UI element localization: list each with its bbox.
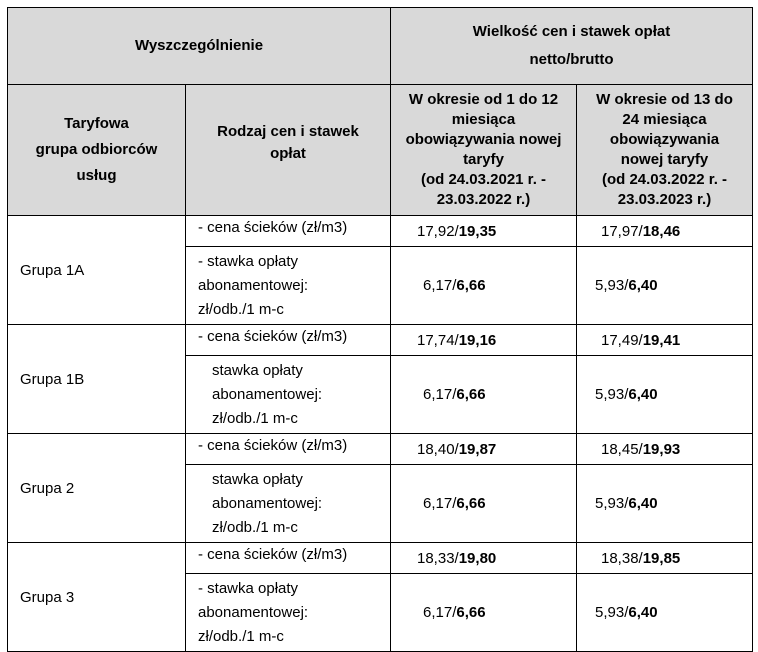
price-period-2: 17,97/18,46 [577,216,753,247]
fee-period-2: 5,93/6,40 [577,356,753,434]
header-grupa-odbiorcow: Taryfowa grupa odbiorców usług [8,85,186,216]
header-rodzaj-cen: Rodzaj cen i stawek opłat [186,85,391,216]
fee-period-1: 6,17/6,66 [391,247,577,325]
price-period-2: 17,49/19,41 [577,325,753,356]
group-name: Grupa 3 [8,543,186,652]
fee-label: stawka opłaty abonamentowej: zł/odb./1 m-c [186,356,391,434]
price-period-2: 18,38/19,85 [577,543,753,574]
header-period-1: W okresie od 1 do 12 miesiąca obowiązywania nowej taryfy (od 24.03.2021 r. - 23.03.2022 r.) [391,85,577,216]
group-name: Grupa 1B [8,325,186,434]
fee-period-1: 6,17/6,66 [391,574,577,652]
tariff-table [7,7,753,652]
price-label: - cena ścieków (zł/m3) [186,216,391,247]
fee-label: - stawka opłaty abonamentowej: zł/odb./1 m-c [186,574,391,652]
header-period-2: W okresie od 13 do 24 miesiąca obowiązywania nowej taryfy (od 24.03.2022 r. - 23.03.2023 r.) [577,85,753,216]
table-row [8,434,753,465]
table-row [8,216,753,247]
price-label: - cena ścieków (zł/m3) [186,543,391,574]
header-wielkosc-cen: Wielkość cen i stawek opłat netto/brutto [391,8,753,85]
price-period-1: 18,40/19,87 [391,434,577,465]
price-label: - cena ścieków (zł/m3) [186,325,391,356]
fee-period-2: 5,93/6,40 [577,465,753,543]
price-period-1: 17,74/19,16 [391,325,577,356]
header-row-top [8,8,753,85]
price-period-1: 18,33/19,80 [391,543,577,574]
group-name: Grupa 2 [8,434,186,543]
header-row-sub [8,85,753,216]
fee-period-2: 5,93/6,40 [577,247,753,325]
fee-period-1: 6,17/6,66 [391,356,577,434]
fee-label: - stawka opłaty abonamentowej: zł/odb./1 m-c [186,247,391,325]
fee-label: stawka opłaty abonamentowej: zł/odb./1 m-c [186,465,391,543]
price-label: - cena ścieków (zł/m3) [186,434,391,465]
table-row [8,543,753,574]
header-wyszczegolnienie: Wyszczególnienie [8,8,391,85]
table-row [8,325,753,356]
group-name: Grupa 1A [8,216,186,325]
price-period-1: 17,92/19,35 [391,216,577,247]
fee-period-2: 5,93/6,40 [577,574,753,652]
price-period-2: 18,45/19,93 [577,434,753,465]
fee-period-1: 6,17/6,66 [391,465,577,543]
